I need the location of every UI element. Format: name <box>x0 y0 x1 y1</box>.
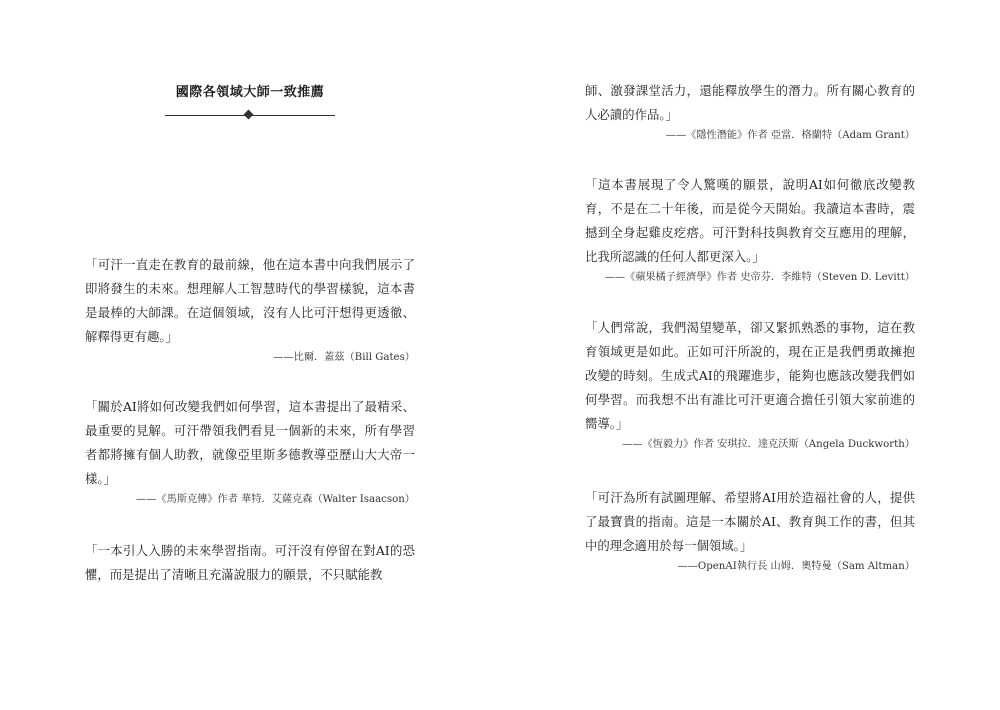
quote-steven-levitt <box>585 173 915 286</box>
quote-angela-duckworth <box>585 316 915 453</box>
quote-text: 「關於AI將如何改變我們如何學習，這本書提出了最精采、最重要的見解。可汗帶領我們看見一個新的未來，所有學習者都將擁有個人助教，就像亞里斯多德教導亞歷山大大帝一樣。」 <box>85 399 415 486</box>
quote-attribution: ——《隱性潛能》作者 亞當．格蘭特（Adam Grant） <box>665 130 915 141</box>
quote-attribution: ——比爾．蓋茲（Bill Gates） <box>273 352 415 363</box>
quote-walter-isaacson <box>85 395 415 508</box>
quote-adam-grant-part2 <box>585 79 915 144</box>
right-page <box>500 0 1000 710</box>
quote-bill-gates <box>85 253 415 366</box>
diamond-ornament-icon <box>244 110 254 120</box>
quote-text: 「一本引人入勝的未來學習指南。可汗沒有停留在對AI的恐懼，而是提出了清晰且充滿說服力的願景，不只賦能教 <box>85 543 415 582</box>
quote-attribution: ——《馬斯克傳》作者 華特．艾薩克森（Walter Isaacson） <box>136 494 415 505</box>
quote-text: 師、激發課堂活力，還能釋放學生的潛力。所有關心教育的人必讀的作品。」 <box>585 83 915 122</box>
quote-attribution: ——OpenAI執行長 山姆．奧特曼（Sam Altman） <box>677 561 915 572</box>
quote-sam-altman <box>585 486 915 575</box>
quote-attribution: ——《恆毅力》作者 安琪拉．達克沃斯（Angela Duckworth） <box>622 439 915 450</box>
quote-text: 「可汗為所有試圖理解、希望將AI用於造福社會的人，提供了最寶貴的指南。這是一本關於AI、教育與工作的書，但其中的理念適用於每一個領域。」 <box>585 490 915 553</box>
quote-text: 「人們常說，我們渴望變革，卻又緊抓熟悉的事物，這在教育領域更是如此。正如可汗所說的，現在正是我們勇敢擁抱改變的時刻。生成式AI的飛躍進步，能夠也應該改變我們如何學習。而我想不出有誰比可汗更適合擔任引領大家前進的嚮導。」 <box>585 320 915 431</box>
page-heading: 國際各領域大師一致推薦 <box>175 85 325 100</box>
quote-adam-grant-part1 <box>85 539 415 587</box>
quote-text: 「可汗一直走在教育的最前線，他在這本書中向我們展示了即將發生的未來。想理解人工智慧時代的學習樣貌，這本書是最棒的大師課。在這個領域，沒有人比可汗想得更透徹、解釋得更有趣。」 <box>85 257 415 344</box>
quote-attribution: ——《蘋果橘子經濟學》作者 史帝芬．李維特（Steven D. Levitt） <box>604 272 915 283</box>
quote-text: 「這本書展現了令人驚嘆的願景，說明AI如何徹底改變教育，不是在二十年後，而是從今天開始。我讀這本書時，震撼到全身起雞皮疙瘩。可汗對科技與教育交互應用的理解，比我所認識的任何人都更深入。」 <box>585 177 915 264</box>
